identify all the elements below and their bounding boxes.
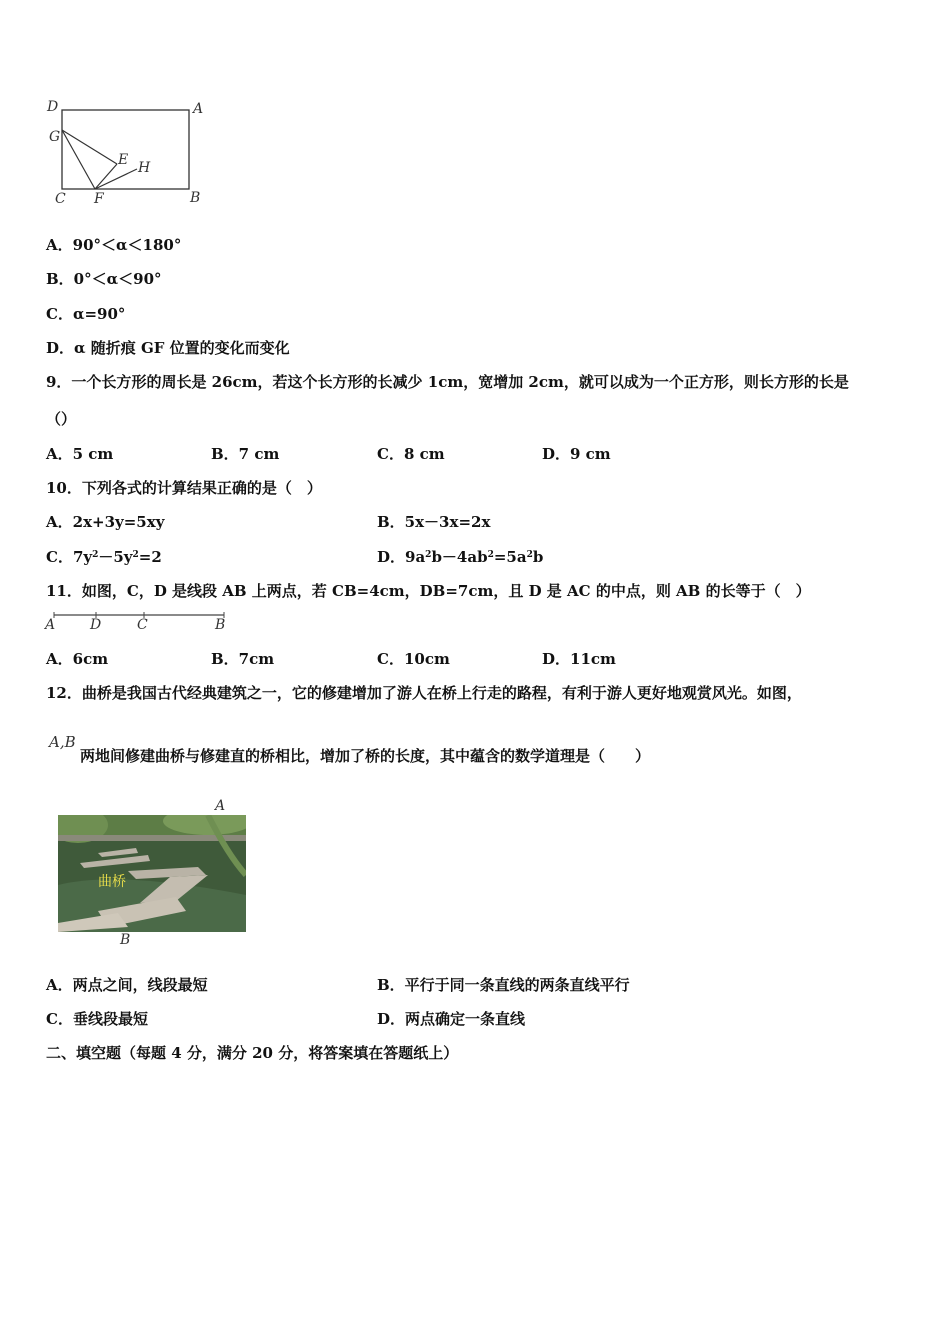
q12-option-c[interactable]: C．垂线段最短 [46,1010,148,1028]
q9-option-d[interactable]: D．9 cm [542,445,611,463]
q10-c-part: =2 [138,548,162,566]
q9-stem-paren: （） [46,410,77,428]
q9-option-b[interactable]: B．7 cm [211,445,280,463]
label-g: G [49,129,61,145]
q10-stem: 10．下列各式的计算结果正确的是（ ） [46,479,322,497]
q10-d-exp: 2 [487,550,494,560]
q11-option-a[interactable]: A．6cm [46,650,109,668]
label-e: E [118,152,129,168]
label-c: C [55,191,66,207]
q10-d-part: =5a [493,548,527,566]
q10-option-b[interactable]: B．5x－3x=2x [377,513,491,531]
q12-stem-cont: 两地间修建曲桥与修建直的桥相比，增加了桥的长度，其中蕴含的数学道理是（ ） [80,747,651,765]
q9-option-a[interactable]: A．5 cm [46,445,114,463]
q10-option-d[interactable] [377,547,543,567]
q10-option-c[interactable] [46,547,162,567]
label-h: H [138,160,151,176]
photo-label-b: B [120,932,131,948]
segment-label-a: A [45,617,56,633]
label-a: A [193,101,204,117]
q10-c-part: －5y [98,548,133,566]
segment-label-c: C [137,617,148,633]
photo-caption: 曲桥 [98,874,126,890]
q12-option-d[interactable]: D．两点确定一条直线 [377,1010,526,1028]
q12-ab-label: A,B [49,733,76,751]
q8-option-a[interactable]: A．90°＜α＜180° [46,236,182,254]
segment-label-d: D [90,617,102,633]
q10-d-part: D．9a [377,548,426,566]
q10-c-part: C．7y [46,548,93,566]
q11-option-c[interactable]: C．10cm [377,650,450,668]
section-title: 二、填空题（每题 4 分，满分 20 分，将答案填在答题纸上） [46,1044,459,1062]
label-b: B [190,190,201,206]
q10-d-part: b [532,548,544,566]
q12-option-a[interactable]: A．两点之间，线段最短 [46,976,208,994]
label-d: D [47,99,59,115]
q8-option-c[interactable]: C．α=90° [46,305,126,323]
q9-option-c[interactable]: C．8 cm [377,445,445,463]
bridge-illustration [58,815,246,932]
q8-option-b[interactable]: B．0°＜α＜90° [46,270,162,288]
q12-stem: 12．曲桥是我国古代经典建筑之一，它的修建增加了游人在桥上行走的路程，有利于游人更好地观赏风光。如图， [46,684,802,702]
q10-d-exp: 2 [526,550,533,560]
q10-d-part: b－4ab [431,548,488,566]
photo-label-a: A [215,798,226,814]
q9-stem: 9．一个长方形的周长是 26cm，若这个长方形的长减少 1cm，宽增加 2cm，就可以成为一个正方形，则长方形的长是 [46,373,849,391]
q10-c-exp: 2 [92,550,99,560]
q10-c-exp: 2 [132,550,139,560]
segment-label-b: B [215,617,226,633]
q10-d-exp: 2 [425,550,432,560]
q8-option-d[interactable]: D．α 随折痕 GF 位置的变化而变化 [46,339,290,357]
q11-stem: 11．如图，C，D 是线段 AB 上两点，若 CB=4cm，DB=7cm，且 D 是 AC 的中点，则 AB 的长等于（ ） [46,582,811,600]
q11-option-b[interactable]: B．7cm [211,650,275,668]
label-f: F [94,191,104,207]
bridge-photo [58,815,246,932]
q10-option-a[interactable]: A．2x+3y=5xy [46,513,165,531]
q11-option-d[interactable]: D．11cm [542,650,616,668]
fold-diagram [40,96,260,216]
q12-option-b[interactable]: B．平行于同一条直线的两条直线平行 [377,976,630,994]
